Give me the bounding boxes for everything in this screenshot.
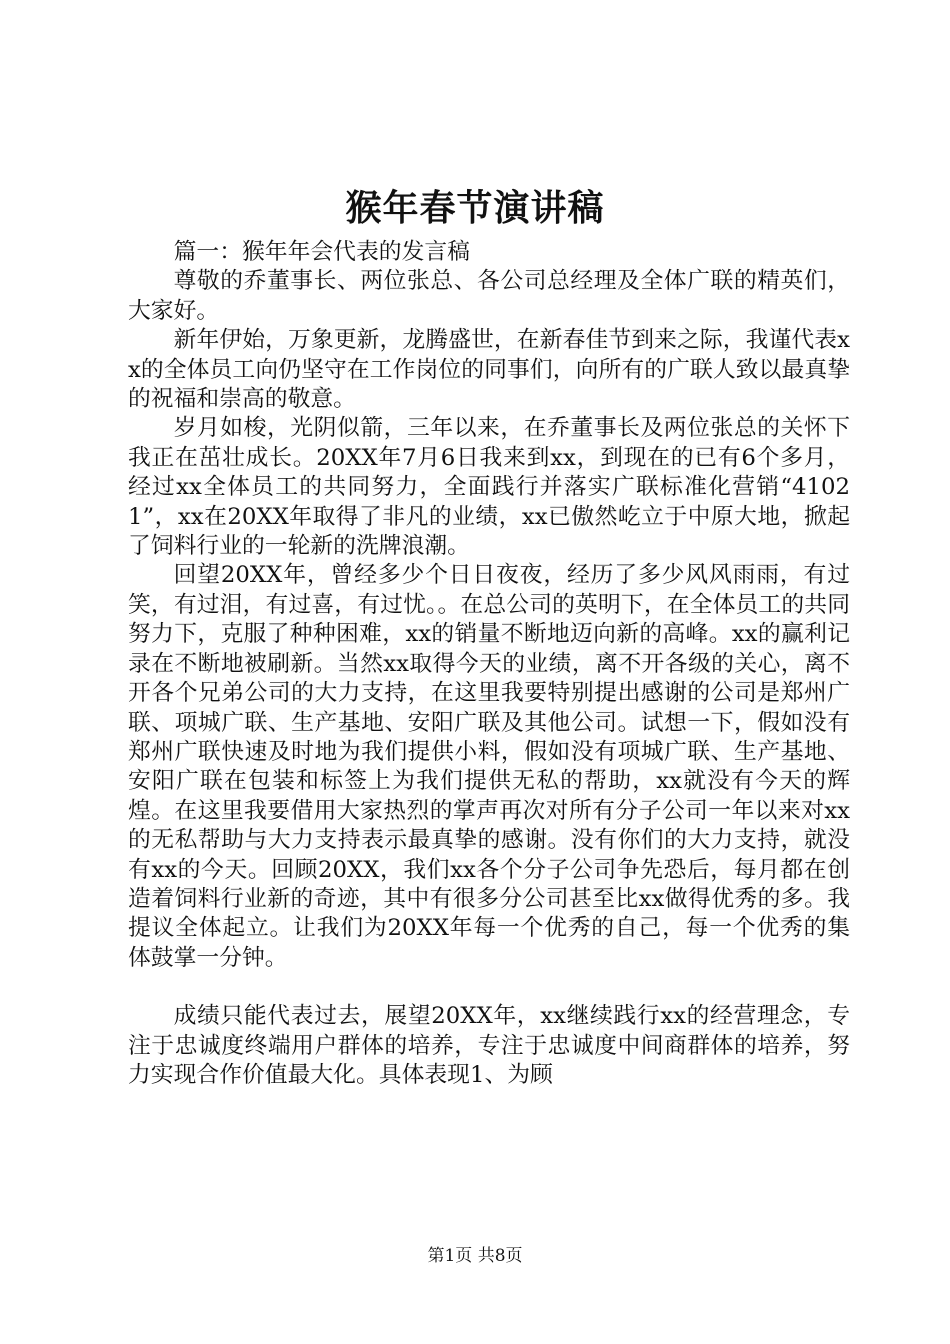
paragraph-section-heading: 篇一：猴年年会代表的发言稿 <box>173 239 470 265</box>
page-number-footer: 第1页 共8页 <box>427 1246 523 1266</box>
document-title: 猴年春节演讲稿 <box>345 187 605 229</box>
paragraph-new-year-wishes: 新年伊始，万象更新，龙腾盛世，在新春佳节到来之际，我谨代表xx的全体员工向仍坚守在工作岗位的同事们，向所有的广联人致以最真挚的祝福和崇高的敬意。 <box>128 327 850 413</box>
paragraph-greeting: 尊敬的乔董事长、两位张总、各公司总经理及全体广联的精英们，大家好。 <box>128 268 850 324</box>
document-body <box>128 238 850 1090</box>
paragraph-review: 回望20XX年，曾经多少个日日夜夜，经历了多少风风雨雨，有过笑，有过泪，有过喜，有过忧。。在总公司的英明下，在全体员工的共同努力下，克服了种种困难，xx的销量不断地迈向新的高峰。xx的赢利记录在不断地被刷新。当然xx取得今天的业绩，离不开各级的关心，离不开各个兄弟公司的大力支持，在这里我要特别提出感谢的公司是郑州广联、项城广联、生产基地、安阳广联及其他公司。试想一下，假如没有郑州广联快速及时地为我们提供小料，假如没有项城广联、生产基地、安阳广联在包装和标签上为我们提供无私的帮助，xx就没有今天的辉煌。在这里我要借用大家热烈的掌声再次对所有分子公司一年以来对xx的无私帮助与大力支持表示最真挚的感谢。没有你们的大力支持，就没有xx的今天。回顾20XX，我们xx各个分子公司争先恐后，每月都在创造着饲料行业新的奇迹，其中有很多分公司甚至比xx做得优秀的多。我提议全体起立。让我们为20XX年每一个优秀的自己，每一个优秀的集体鼓掌一分钟。 <box>128 562 850 971</box>
paragraph-three-years: 岁月如梭，光阴似箭，三年以来，在乔董事长及两位张总的关怀下我正在茁壮成长。20XX年7月6日我来到xx，到现在的已有6个多月，经过xx全体员工的共同努力，全面践行并落实广联标准化营销“41021”，xx在20XX年取得了非凡的业绩，xx已傲然屹立于中原大地，掀起了饲料行业的一轮新的洗牌浪潮。 <box>128 415 850 560</box>
paragraph-outlook: 成绩只能代表过去，展望20XX年，xx继续践行xx的经营理念，专注于忠诚度终端用户群体的培养，专注于忠诚度中间商群体的培养，努力实现合作价值最大化。具体表现1、为顾 <box>128 1003 850 1088</box>
